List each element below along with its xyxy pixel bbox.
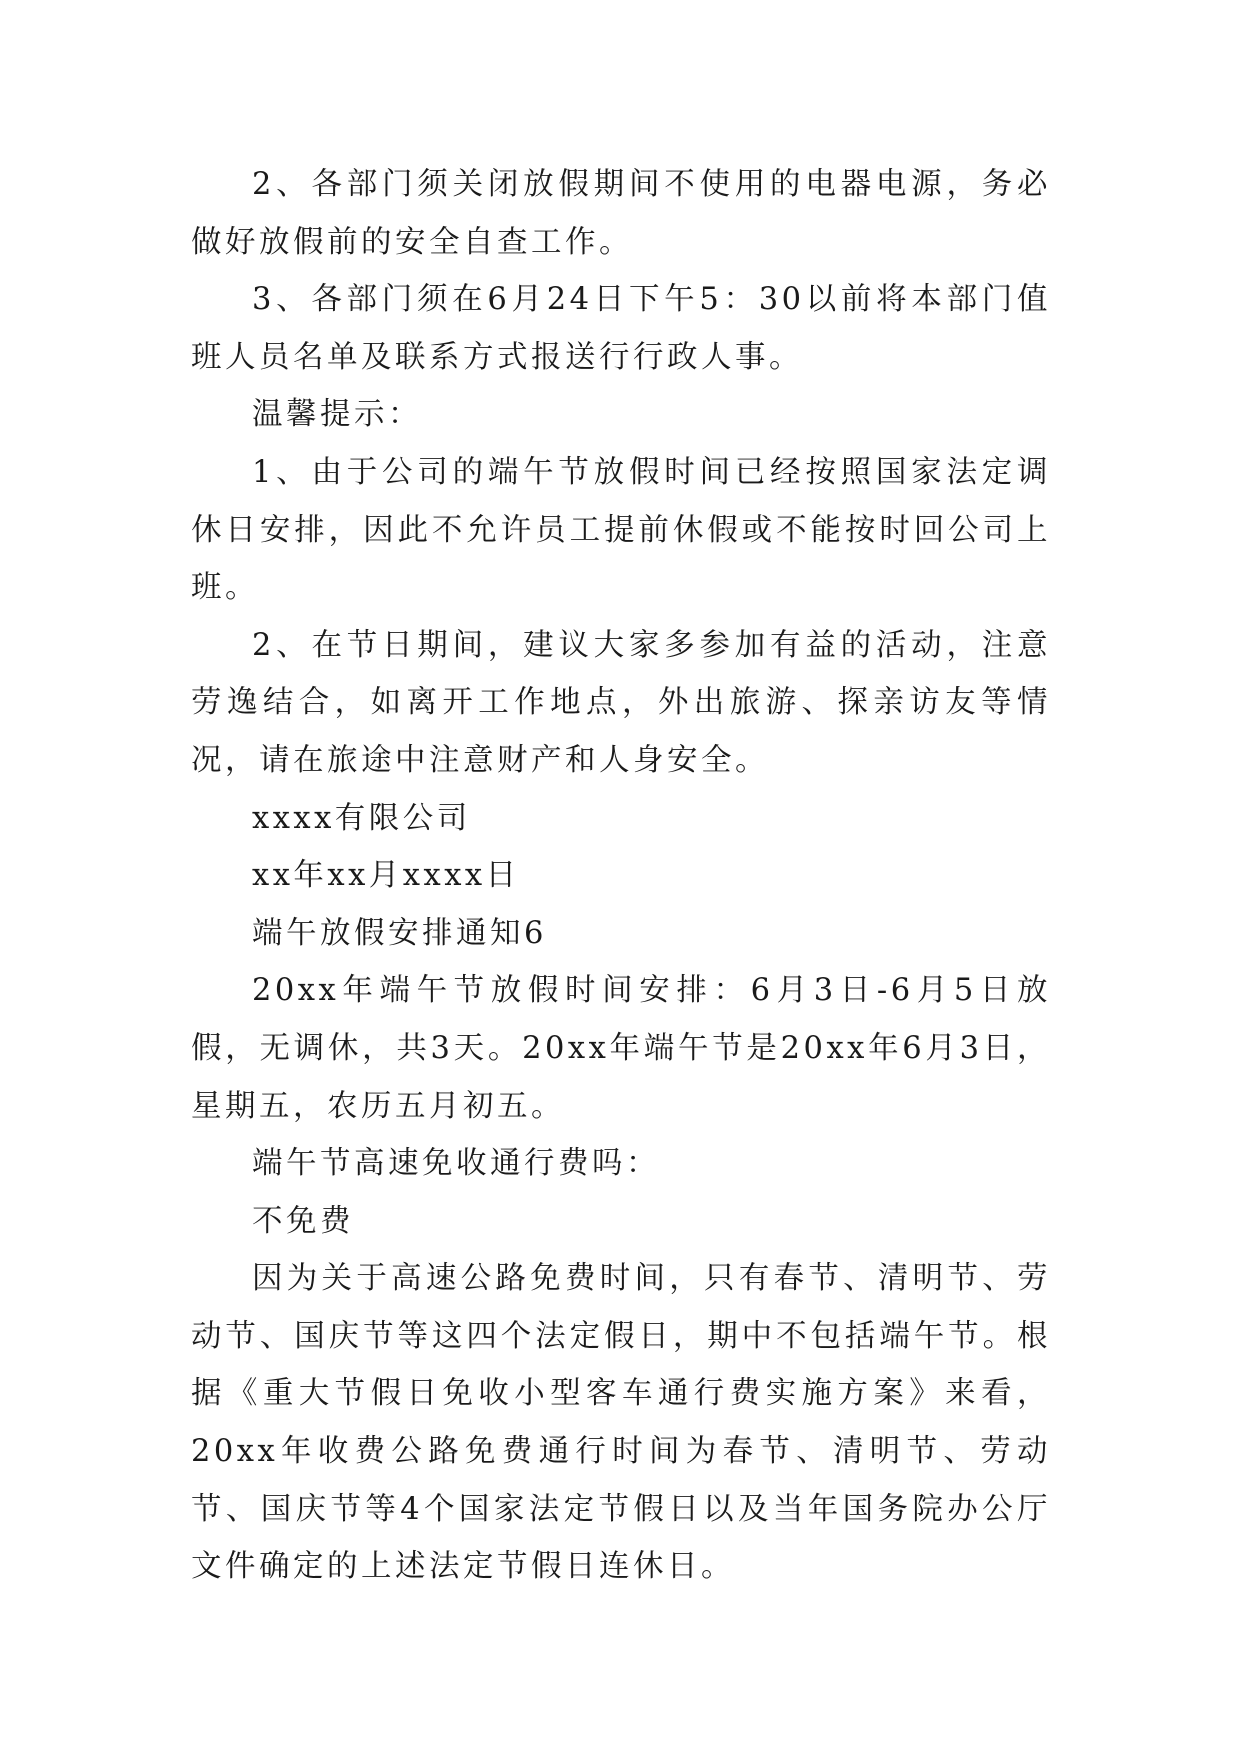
paragraph-reminder-holiday-schedule: 1、由于公司的端午节放假时间已经按照国家法定调休日安排，因此不允许员工提前休假或不能按时回公司上班。 — [191, 454, 1051, 606]
company-signature: xxxx有限公司 — [252, 800, 471, 836]
document-body — [191, 156, 1051, 1596]
paragraph-toll-answer: 不免费 — [252, 1203, 354, 1239]
paragraph-power-off-notice: 2、各部门须关闭放假期间不使用的电器电源，务必做好放假前的安全自查工作。 — [191, 167, 1051, 260]
paragraph-toll-question: 端午节高速免收通行费吗： — [252, 1146, 660, 1182]
paragraph-reminder-safety: 2、在节日期间，建议大家多参加有益的活动，注意劳逸结合，如离开工作地点，外出旅游、探亲访友等情况，请在旅途中注意财产和人身安全。 — [191, 627, 1051, 778]
paragraph-toll-explanation: 因为关于高速公路免费时间，只有春节、清明节、劳动节、国庆节等这四个法定假日，期中不包括端午节。根据《重大节假日免收小型客车通行费实施方案》来看，20xx年收费公路免费通行时间为春节、清明节、劳动节、国庆节等4个国家法定节假日以及当年国务院办公厅文件确定的上述法定节假日连休日。 — [191, 1261, 1051, 1585]
paragraph-duty-roster-notice: 3、各部门须在6月24日下午5：30以前将本部门值班人员名单及联系方式报送行行政人事。 — [191, 282, 1051, 375]
section-title: 端午放假安排通知6 — [252, 915, 547, 951]
signature-date: xx年xx月xxxx日 — [252, 858, 520, 894]
paragraph-holiday-dates: 20xx年端午节放假时间安排：6月3日-6月5日放假，无调休，共3天。20xx年端午节是20xx年6月3日，星期五，农历五月初五。 — [191, 973, 1051, 1124]
paragraph-reminder-heading: 温馨提示： — [252, 397, 422, 433]
